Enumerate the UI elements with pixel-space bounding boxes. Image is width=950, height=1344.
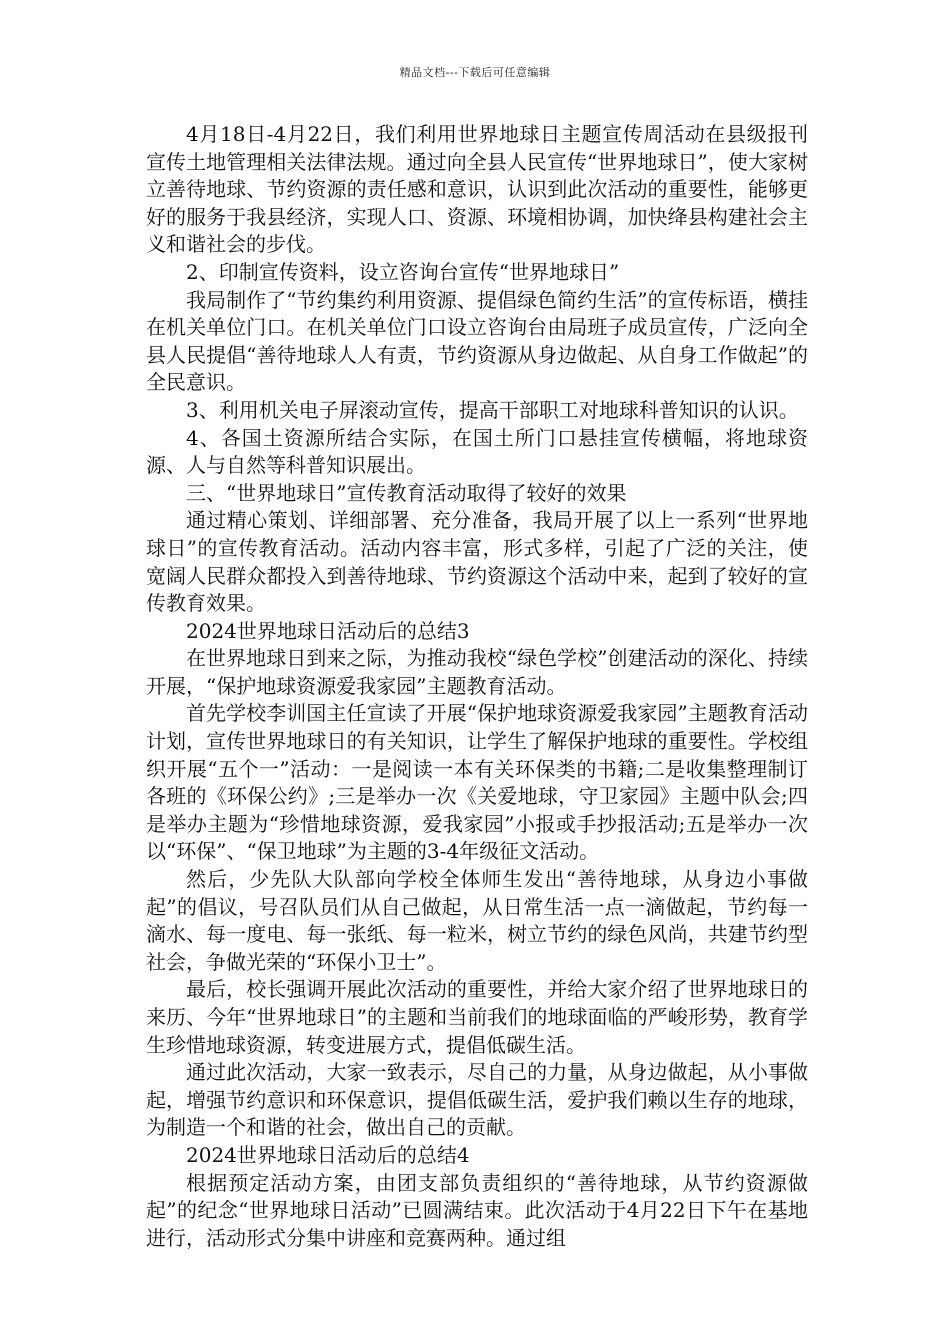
page-header: 精品文档---下载后可任意编辑 — [399, 66, 551, 79]
section-heading: 2024世界地球日活动后的总结3 — [186, 618, 470, 643]
paragraph: 通过精心策划、详细部署、充分准备，我局开展了以上一系列“世界地球日”的宣传教育活动。活动内容丰富，形式多样，引起了广泛的关注，使宽阔人民群众都投入到善待地球、节约资源这个活动中来，起到了较好的宣传教育效果。 — [146, 508, 808, 616]
paragraph: 3、利用机关电子屏滚动宣传，提高干部职工对地球科普知识的认识。 — [186, 397, 799, 422]
document-body — [146, 121, 808, 1252]
paragraph: 2、印制宣传资料，设立咨询台宣传“世界地球日” — [186, 259, 620, 284]
paragraph: 4月18日-4月22日，我们利用世界地球日主题宣传周活动在县级报刊宣传土地管理相关法律法规。通过向全县人民宣传“世界地球日”，使大家树立善待地球、节约资源的责任感和意识，认识到此次活动的重要性，能够更好的服务于我县经济，实现人口、资源、环境相协调，加快绛县构建社会主义和谐社会的步伐。 — [146, 122, 808, 257]
paragraph: 我局制作了“节约集约利用资源、提倡绿色简约生活”的宣传标语，横挂在机关单位门口。在机关单位门口设立咨询台由局班子成员宣传，广泛向全县人民提倡“善待地球人人有责，节约资源从身边做起、从自身工作做起”的全民意识。 — [146, 287, 808, 395]
paragraph: 通过此次活动，大家一致表示，尽自己的力量，从身边做起，从小事做起，增强节约意识和环保意识，提倡低碳生活，爱护我们赖以生存的地球，为制造一个和谐的社会，做出自己的贡献。 — [146, 1060, 808, 1140]
section-heading: 三、“世界地球日”宣传教育活动取得了较好的效果 — [186, 480, 627, 505]
paragraph: 首先学校李训国主任宣读了开展“保护地球资源爱我家园”主题教育活动计划，宣传世界地球日的有关知识，让学生了解保护地球的重要性。学校组织开展“五个一”活动：一是阅读一本有关环保类的书籍;二是收集整理制订各班的《环保公约》;三是举办一次《关爱地球，守卫家园》主题中队会;四是举办主题为“珍惜地球资源，爱我家园”小报或手抄报活动;五是举办一次以“环保”、“保卫地球”为主题的3-4年级征文活动。 — [146, 701, 808, 864]
section-heading: 2024世界地球日活动后的总结4 — [186, 1142, 470, 1167]
paragraph: 根据预定活动方案，由团支部负责组织的“善待地球，从节约资源做起”的纪念“世界地球日活动”已圆满结束。此次活动于4月22日下午在基地进行，活动形式分集中讲座和竞赛两种。通过组 — [146, 1170, 808, 1250]
paragraph: 然后，少先队大队部向学校全体师生发出“善待地球，从身边小事做起”的倡议，号召队员们从自己做起，从日常生活一点一滴做起，节约每一滴水、每一度电、每一张纸、每一粒米，树立节约的绿色风尚，共建节约型社会，争做光荣的“环保小卫士”。 — [146, 867, 808, 974]
paragraph: 最后，校长强调开展此次活动的重要性，并给大家介绍了世界地球日的来历、今年“世界地球日”的主题和当前我们的地球面临的严峻形势，教育学生珍惜地球资源，转变进展方式，提倡低碳生活。 — [146, 977, 808, 1057]
paragraph: 在世界地球日到来之际，为推动我校“绿色学校”创建活动的深化、持续开展，“保护地球资源爱我家园”主题教育活动。 — [146, 646, 808, 698]
paragraph: 4、各国土资源所结合实际，在国土所门口悬挂宣传横幅，将地球资源、人与自然等科普知识展出。 — [146, 425, 808, 478]
